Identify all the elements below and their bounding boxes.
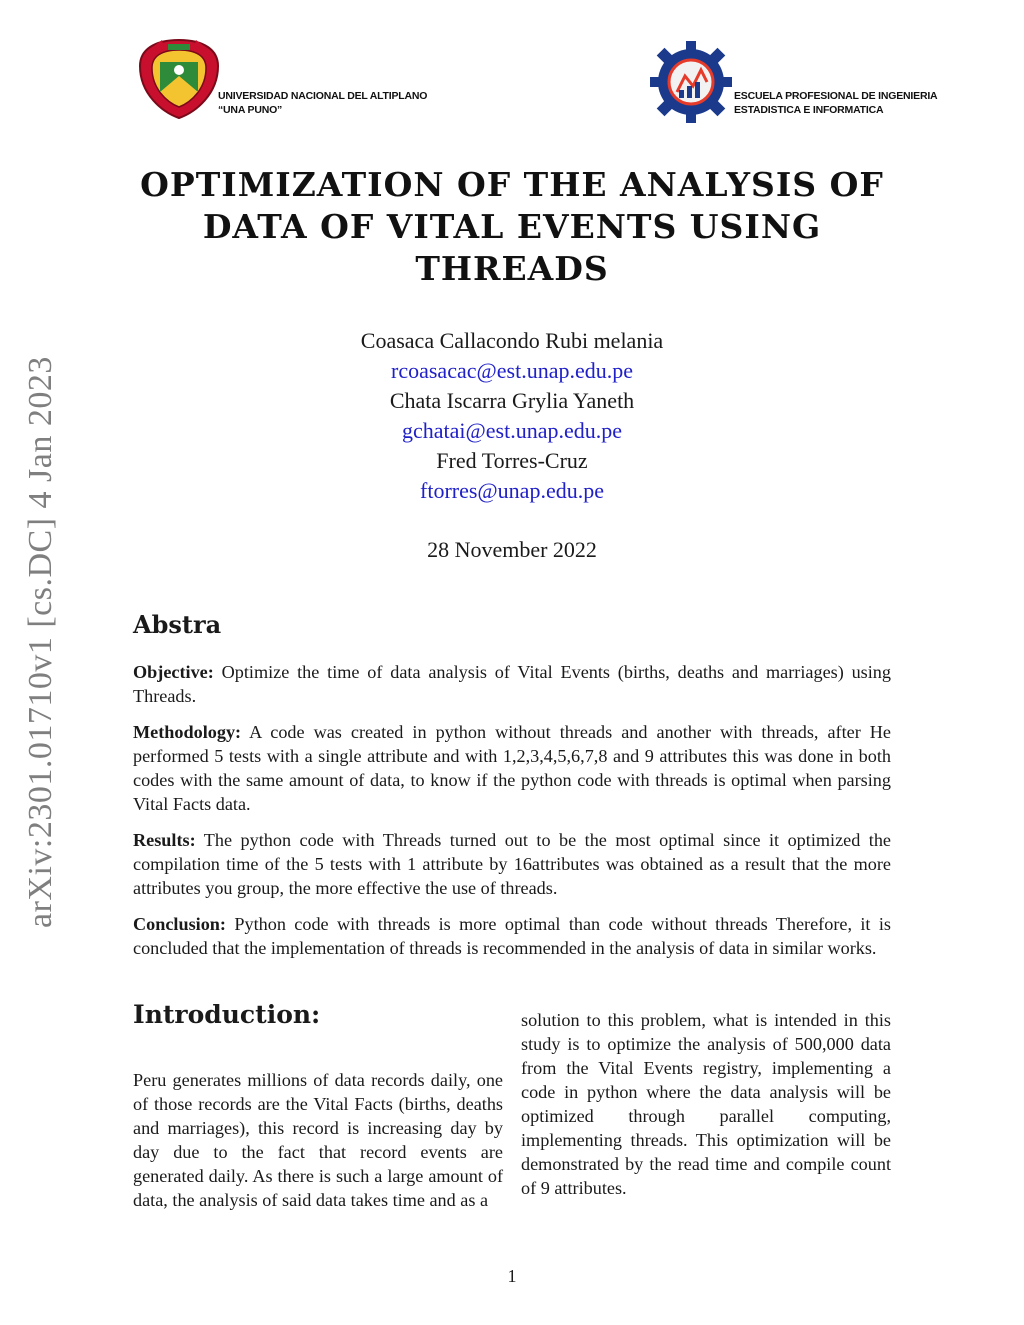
school-logo (649, 40, 733, 124)
university-name: UNIVERSIDAD NACIONAL DEL ALTIPLANO “UNA PUNO” (218, 90, 428, 116)
arxiv-stamp: arXiv:2301.01710v1 [cs.DC] 4 Jan 2023 (22, 356, 59, 928)
author-name: Fred Torres-Cruz (436, 448, 588, 473)
author-email-link[interactable]: gchatai@est.unap.edu.pe (401, 418, 622, 443)
author-block (130, 326, 894, 506)
publication-date: 28 November 2022 (427, 537, 597, 562)
abstract-results: Results: The python code with Threads turned out to be the most optimal since it optimized the compilation time of the 5 tests with 1 attribute by 16attributes was obtained as a result that the more attributes you group, the more effective the use of threads. (133, 830, 891, 898)
abstract-body (133, 660, 891, 972)
author-name: Chata Iscarra Grylia Yaneth (389, 388, 635, 413)
abstract-heading: Abstra (133, 610, 222, 639)
abstract-methodology: Methodology: A code was created in python without threads and another with threads, after He performed 5 tests with a single attribute and with 1,2,3,4,5,6,7,8 and 9 attributes this was done in both codes with the same amount of data, to know if the python code with threads is optimal when parsing Vital Facts data. (133, 722, 891, 814)
school-name: ESCUELA PROFESIONAL DE INGENIERIA ESTADISTICA E INFORMATICA (734, 90, 938, 116)
page-number: 1 (507, 1266, 517, 1286)
introduction-right-column: solution to this problem, what is intended in this study is to optimize the analysis of 500,000 data from the Vital Events registry, implementing a code in python where the data analysis will be optimized through parallel computing, implementing threads. This optimization will be demonstrated by the read time and compile count of 9 attributes. (521, 1010, 891, 1198)
paper-title: OPTIMIZATION OF THE ANALYSIS OF DATA OF VITAL EVENTS USING THREADS (140, 165, 884, 288)
author-name: Coasaca Callacondo Rubi melania (360, 328, 664, 353)
abstract-objective: Objective: Optimize the time of data analysis of Vital Events (births, deaths and marriages) using Threads. (133, 662, 891, 706)
abstract-conclusion: Conclusion: Python code with threads is more optimal than code without threads Therefore, it is concluded that the implementation of threads is recommended in the analysis of data in similar works. (133, 914, 891, 958)
introduction-heading: Introduction: (133, 1000, 321, 1029)
introduction-left-column: Peru generates millions of data records daily, one of those records are the Vital Facts (births, deaths and marriages), this record is increasing day by day due to the fact that record events are generated daily. As there is such a large amount of data, the analysis of said data takes time and as a (133, 1070, 503, 1210)
university-logo (134, 36, 224, 122)
author-email-link[interactable]: rcoasacac@est.unap.edu.pe (391, 358, 633, 383)
author-email-link[interactable]: ftorres@unap.edu.pe (420, 478, 604, 503)
